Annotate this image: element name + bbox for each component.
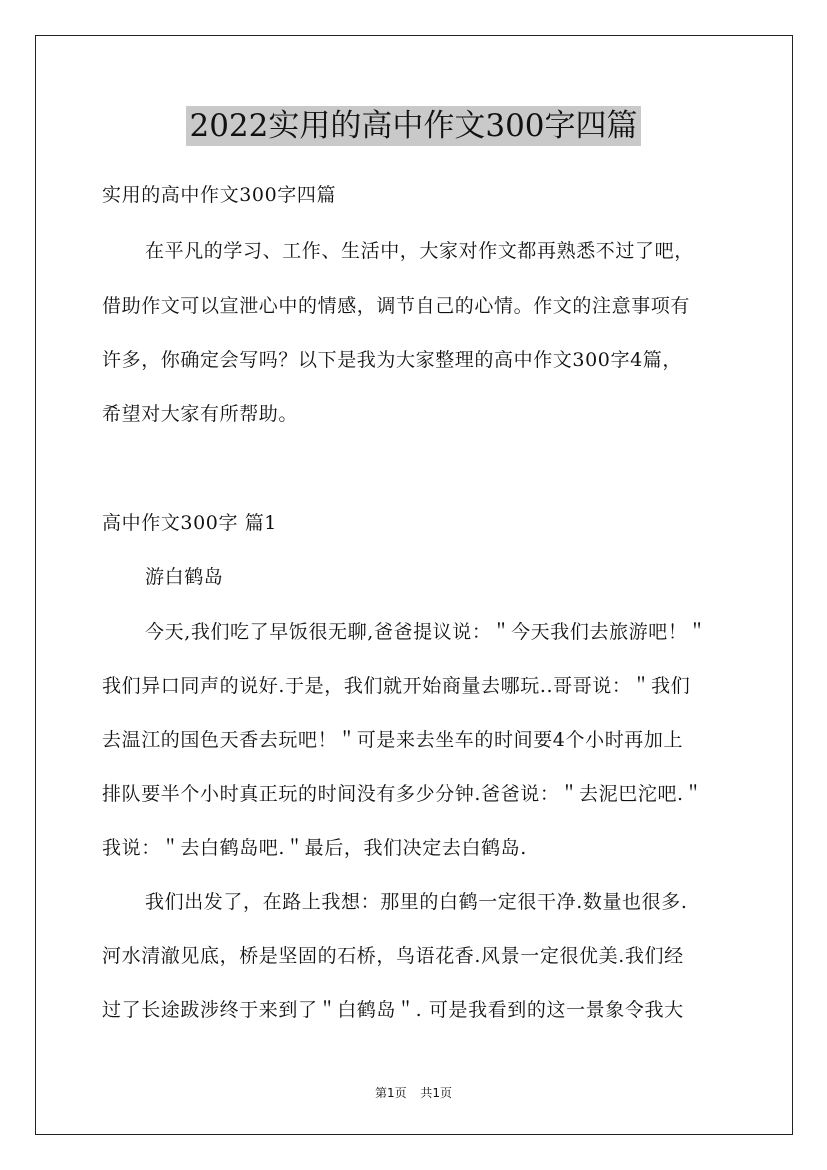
paragraph-line: 排队要半个小时真正玩的时间没有多少分钟.爸爸说：＂去泥巴沱吧.＂	[102, 783, 704, 805]
paragraph-line: 我们异口同声的说好.于是，我们就开始商量去哪玩..哥哥说：＂我们	[102, 675, 691, 697]
paragraph-line: 河水清澈见底，桥是坚固的石桥，鸟语花香.风景一定很优美.我们经	[102, 945, 684, 967]
document-title-text: 2022实用的高中作文300字四篇	[186, 106, 640, 146]
intro-line: 在平凡的学习、工作、生活中，大家对作文都再熟悉不过了吧，	[145, 240, 694, 262]
essay-title: 游白鹤岛	[145, 566, 224, 588]
document-title	[0, 100, 827, 145]
paragraph-line: 去温江的国色天香去玩吧！＂可是来去坐车的时间要4个小时再加上	[102, 729, 684, 751]
page-footer	[0, 1084, 827, 1101]
page-total: 共1页	[420, 1086, 453, 1100]
subtitle: 实用的高中作文300字四篇	[102, 184, 337, 206]
intro-line: 希望对大家有所帮助。	[102, 403, 299, 425]
paragraph-line: 我们出发了，在路上我想：那里的白鹤一定很干净.数量也很多.	[145, 891, 688, 913]
page-number: 第1页	[374, 1086, 407, 1100]
intro-line: 借助作文可以宣泄心中的情感，调节自己的心情。作文的注意事项有	[102, 295, 691, 317]
paragraph-line: 过了长途跋涉终于来到了＂白鹤岛＂. 可是我看到的这一景象令我大	[102, 999, 684, 1021]
section-heading: 高中作文300字 篇1	[102, 512, 277, 534]
intro-line: 许多，你确定会写吗？以下是我为大家整理的高中作文300字4篇，	[102, 349, 682, 371]
paragraph-line: 今天,我们吃了早饭很无聊,爸爸提议说：＂今天我们去旅游吧！＂	[145, 621, 708, 643]
paragraph-line: 我说：＂去白鹤岛吧.＂最后，我们决定去白鹤岛.	[102, 837, 527, 859]
